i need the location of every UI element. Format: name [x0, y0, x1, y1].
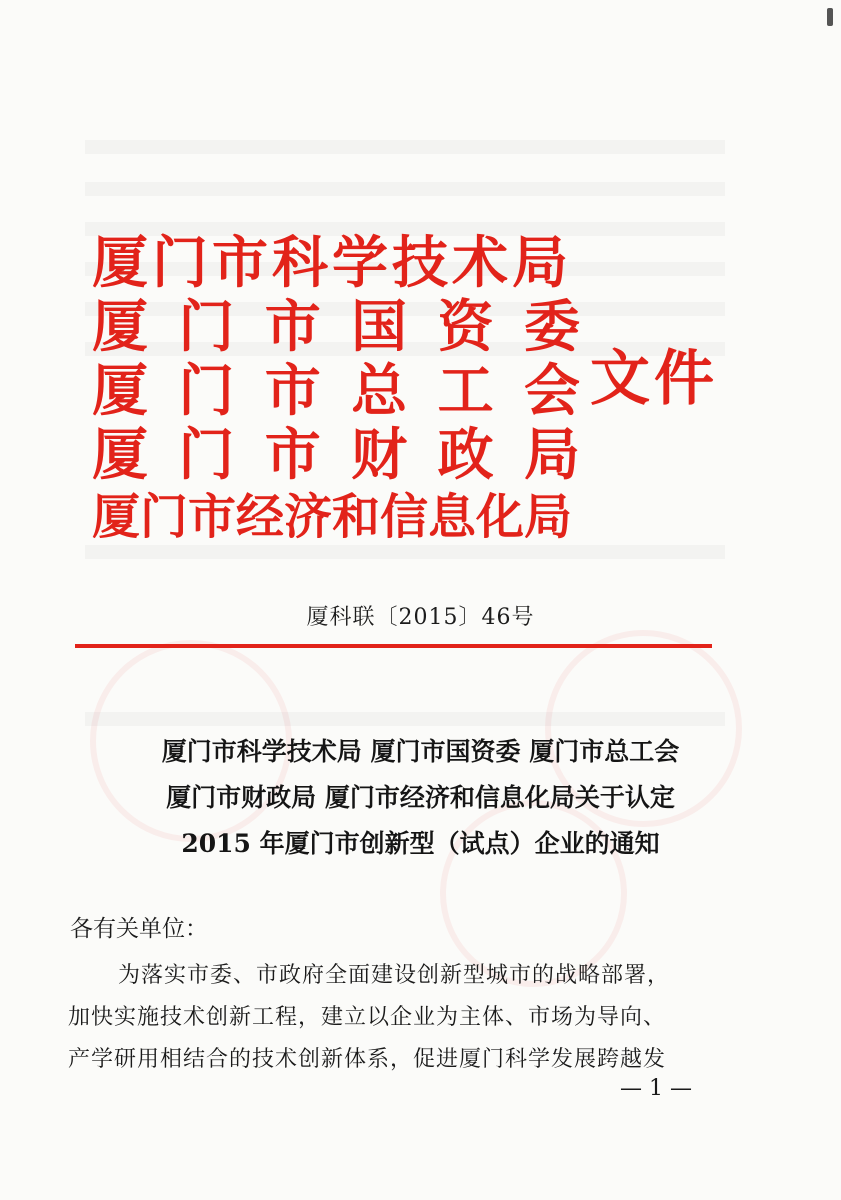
org-line-3: [92, 360, 580, 422]
notice-title-line-1: 厦门市科学技术局 厦门市国资委 厦门市总工会: [161, 737, 680, 766]
document-type-label: 文件: [590, 344, 718, 414]
org-char: 厦: [92, 358, 148, 424]
notice-title-line-2: 厦门市财政局 厦门市经济和信息化局关于认定: [166, 783, 675, 812]
org-char: 厦: [92, 294, 148, 360]
org-char: 总: [351, 358, 408, 424]
org-line-2: [92, 296, 580, 358]
org-char: 厦: [92, 422, 148, 488]
scan-mark: [827, 8, 833, 26]
bleed-through-line: [85, 182, 725, 196]
org-char: 会: [523, 358, 580, 424]
body-paragraph-line-3: 产学研用相结合的技术创新体系，促进厦门科学发展跨越发: [68, 1047, 667, 1072]
org-char: 局: [523, 422, 580, 488]
org-char: 门: [178, 294, 235, 360]
bleed-through-line: [85, 140, 725, 154]
org-char: 市: [264, 358, 321, 424]
body-paragraph-line-1: 为落实市委、市政府全面建设创新型城市的战略部署，: [118, 963, 671, 988]
page-number: — 1 —: [620, 1076, 692, 1101]
body-paragraph-line-2: 加快实施技术创新工程，建立以企业为主体、市场为导向、: [68, 1005, 667, 1030]
org-line-4: [92, 424, 580, 486]
org-char: 政: [437, 422, 494, 488]
red-separator-rule: [75, 644, 712, 648]
org-char: 财: [351, 422, 408, 488]
org-char: 门: [178, 358, 235, 424]
org-line-1: 厦门市科学技术局: [92, 230, 572, 296]
salutation: 各有关单位：: [70, 916, 208, 942]
org-char: 国: [351, 294, 408, 360]
document-number: 厦科联〔2015〕46号: [306, 605, 535, 630]
org-char: 门: [178, 422, 235, 488]
notice-title-line-3: 2015 年厦门市创新型（试点）企业的通知: [181, 829, 660, 858]
org-char: 资: [437, 294, 494, 360]
org-line-5: 厦门市经济和信息化局: [92, 489, 573, 545]
org-char: 市: [264, 422, 321, 488]
org-char: 工: [437, 358, 494, 424]
org-char: 市: [264, 294, 321, 360]
org-char: 委: [523, 294, 580, 360]
